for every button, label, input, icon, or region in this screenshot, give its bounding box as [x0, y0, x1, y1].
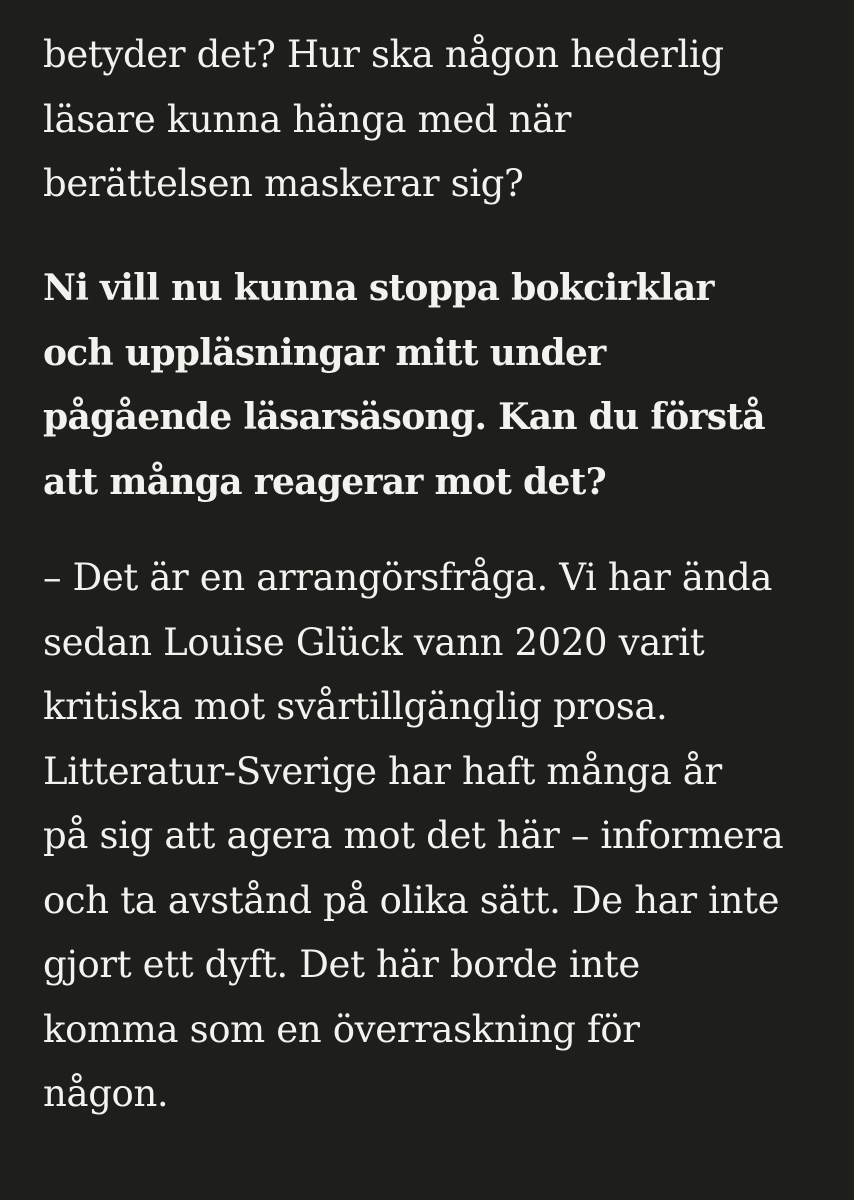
- interview-question: [43, 256, 765, 514]
- text-line: pågående läsarsäsong. Kan du förstå: [43, 396, 765, 438]
- text-line: kritiska mot svårtillgänglig prosa.: [43, 685, 668, 728]
- text-line: på sig att agera mot det här – informera: [43, 814, 784, 857]
- text-line: sedan Louise Glück vann 2020 varit: [43, 620, 705, 664]
- text-line: läsare kunna hänga med när: [43, 97, 572, 141]
- text-line: betyder det? Hur ska någon hederlig: [43, 33, 724, 76]
- text-line: Litteratur-Sverige har haft många år: [43, 749, 722, 793]
- text-line: komma som en överraskning för: [43, 1007, 640, 1051]
- intro-paragraph: [43, 23, 724, 217]
- interview-answer: [43, 546, 783, 1127]
- text-line: någon.: [43, 1072, 169, 1115]
- text-line: att många reagerar mot det?: [43, 460, 606, 503]
- text-line: gjort ett dyft. Det här borde inte: [43, 943, 640, 986]
- text-line: Ni vill nu kunna stoppa bokcirklar: [43, 267, 714, 309]
- text-line: och ta avstånd på olika sätt. De har inte: [43, 878, 780, 922]
- text-line: berättelsen maskerar sig?: [43, 162, 524, 205]
- text-line: – Det är en arrangörsfråga. Vi har ända: [43, 556, 773, 599]
- text-line: och uppläsningar mitt under: [43, 331, 606, 374]
